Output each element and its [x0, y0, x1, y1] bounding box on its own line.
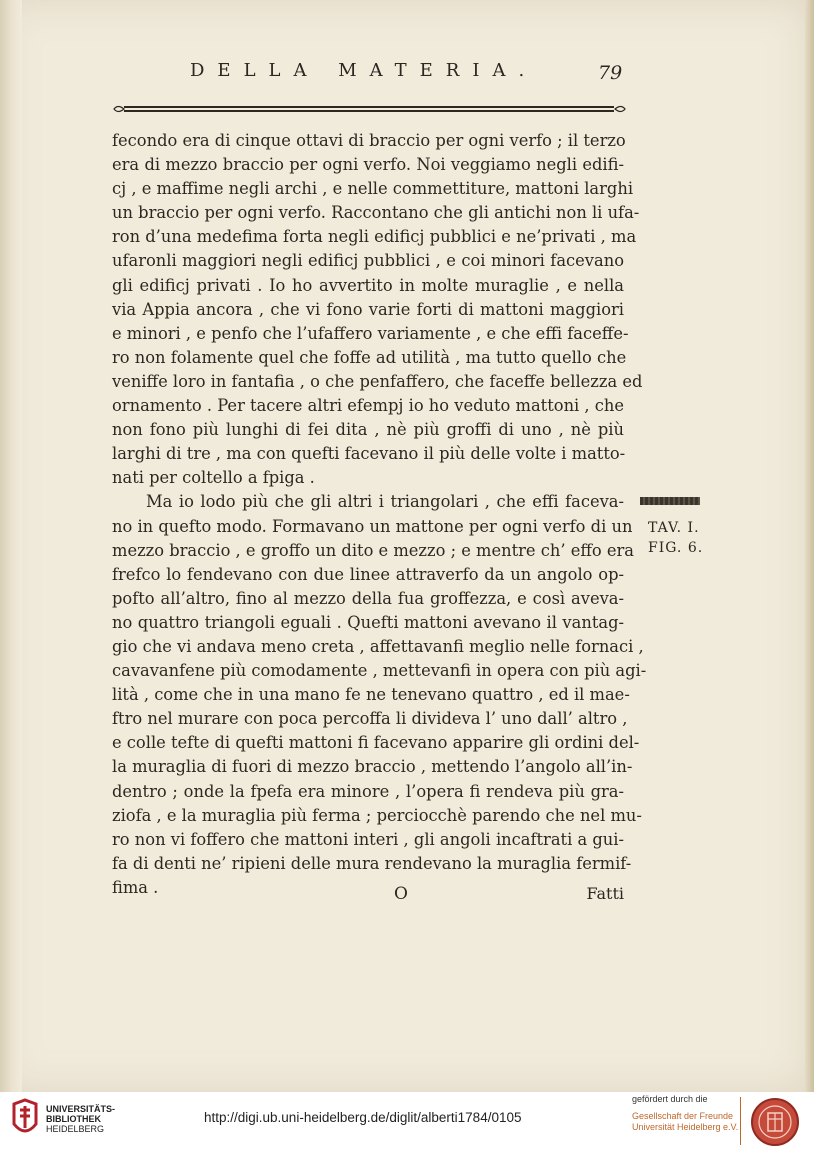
page-number: 79 — [598, 62, 623, 84]
text-line: Ma io lodo più che gli altri i triangolari , che effi faceva- — [146, 492, 624, 512]
text-line: ro non folamente quel che foffe ad utilità , ma tutto quello che — [112, 347, 627, 367]
permalink-url[interactable]: http://digi.ub.uni-heidelberg.de/diglit/alberti1784/0105 — [204, 1110, 522, 1125]
university-seal-icon[interactable] — [749, 1097, 801, 1147]
page-spine-shadow — [0, 0, 22, 1092]
footer-divider — [740, 1097, 741, 1145]
funding-org-line-1: Gesellschaft der Freunde — [632, 1111, 734, 1121]
text-line: cj , e maffime negli archi , e nelle commettiture, mattoni larghi — [112, 179, 634, 199]
catchword-row — [112, 884, 624, 910]
text-line: dentro ; onde la fpefa era minore , l’opera fi rendeva più gra- — [112, 781, 624, 801]
margin-ornament — [640, 497, 700, 505]
text-line: larghi di tre , ma con quefti facevano il più delle volte i matto- — [112, 444, 626, 464]
catchword: Fatti — [586, 884, 624, 903]
text-line: lità , come che in una mano fe ne tenevano quattro , ed il mae- — [112, 685, 630, 705]
text-line: mezzo braccio , e groffo un dito e mezzo ; e mentre ch’ effo era — [112, 540, 634, 560]
text-line: via Appia ancora , che vi fono varie forti di mattoni maggiori — [112, 299, 624, 319]
text-line: ziofa , e la muraglia più ferma ; perciocchè parendo che nel mu- — [112, 805, 642, 825]
funding-label: gefördert durch die — [632, 1094, 708, 1104]
text-line: gio che vi andava meno creta , affettavanfi meglio nelle fornaci , — [112, 636, 644, 656]
text-line: ufaronli maggiori negli edificj pubblici , e coi minori facevano — [112, 251, 624, 271]
funding-org-line-2: Universität Heidelberg e.V. — [632, 1122, 739, 1132]
text-line: ornamento . Per tacere altri efempj io ho veduto mattoni , che — [112, 396, 625, 416]
text-line: nati per coltello a fpiga . — [112, 468, 315, 488]
text-line: pofto all’altro, fino al mezzo della fua groffezza, e così aveva- — [112, 588, 624, 608]
text-line: gli edificj privati . Io ho avvertito in molte muraglie , e nella — [112, 275, 624, 295]
text-line: non fono più lunghi di fei dita , nè più groffi di uno , nè più — [112, 420, 624, 440]
ornamental-rule — [112, 102, 627, 116]
text-line: un braccio per ogni verfo. Raccontano che gli antichi non li ufa- — [112, 203, 640, 223]
text-line: ron d’una medefima forta negli edificj pubblici e ne’privati , ma — [112, 227, 637, 247]
library-name-line-3: HEIDELBERG — [46, 1124, 105, 1134]
text-line: no quattro triangoli eguali . Quefti mattoni avevano il vantag- — [112, 612, 624, 632]
text-line: veniffe loro in fantafia , o che penfaffero, che faceffe bellezza ed — [112, 371, 643, 391]
text-line: ftro nel murare con poca percoffa li divideva l’ uno dall’ altro , — [112, 709, 628, 729]
library-name-line-2: BIBLIOTHEK — [46, 1114, 101, 1124]
library-name-line-1: UNIVERSITÄTS- — [46, 1104, 116, 1114]
text-line: frefco lo fendevano con due linee attraverfo da un angolo op- — [112, 564, 624, 584]
running-title: DELLA MATERIA. — [190, 60, 538, 81]
text-line: no in quefto modo. Formavano un mattone per ogni verfo di un — [112, 516, 633, 536]
margin-note-tav: TAV. I. — [648, 520, 700, 536]
page-edge — [805, 0, 814, 1092]
margin-note-fig: FIG. 6. — [648, 540, 704, 556]
signature-mark: O — [394, 884, 408, 904]
funding-organization[interactable] — [632, 1111, 738, 1133]
text-line: e colle tefte di quefti mattoni fi facevano apparire gli ordini del- — [112, 733, 640, 753]
text-line: ro non vi foffero che mattoni interi , gli angoli incaftrati a gui- — [112, 829, 624, 849]
text-line: la muraglia di fuori di mezzo braccio , mettendo l’angolo all’in- — [112, 757, 633, 777]
text-line: fa di denti ne’ ripieni delle mura rendevano la muraglia fermif- — [112, 853, 632, 873]
text-line: fecondo era di cinque ottavi di braccio per ogni verfo ; il terzo — [112, 131, 626, 150]
text-line: fima . — [112, 877, 159, 897]
text-line: era di mezzo braccio per ogni verfo. Noi veggiamo negli edifi- — [112, 155, 624, 175]
body-text — [112, 129, 647, 900]
text-line: e minori , e penfo che l’ufaffero variamente , e che effi faceffe- — [112, 323, 629, 343]
text-line: cavavanfene più comodamente , mettevanfi in opera con più agi- — [112, 661, 647, 681]
library-name[interactable] — [46, 1104, 115, 1134]
ub-heidelberg-logo-icon[interactable] — [8, 1098, 42, 1140]
